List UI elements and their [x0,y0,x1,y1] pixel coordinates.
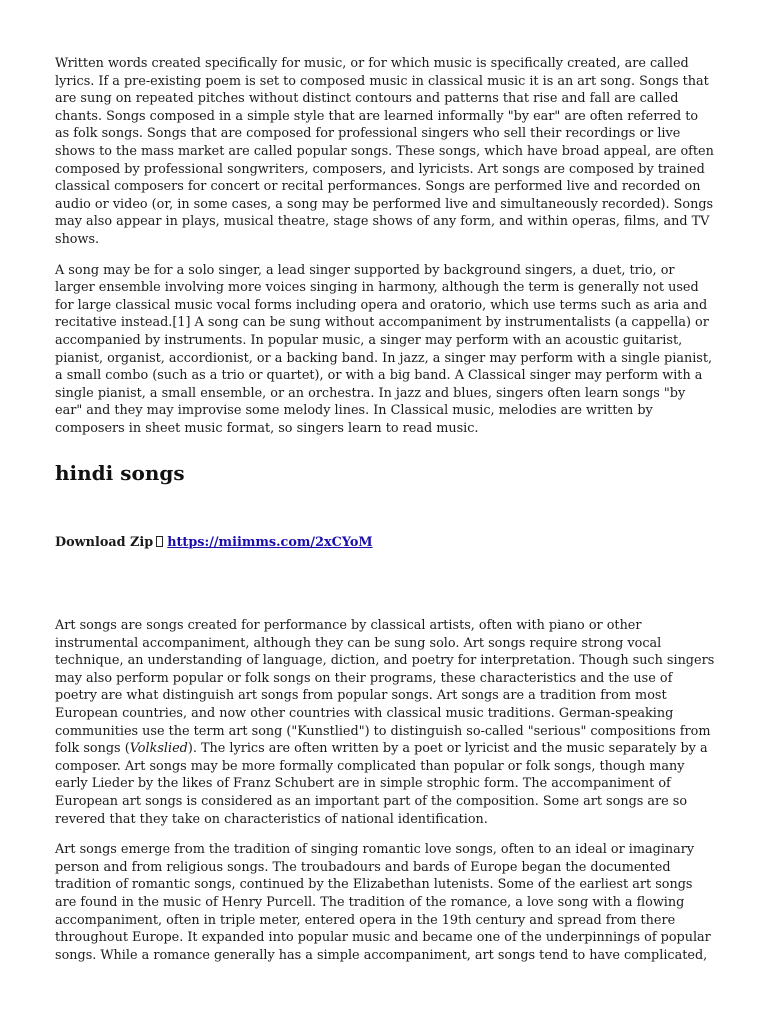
download-link[interactable]: https://miimms.com/2xCYoM [167,535,373,550]
paragraph-art-songs-italic: Volkslied [129,741,188,757]
paragraph-art-songs-text-2: ). The lyrics are often written by a poet or lyricist and the music separately by a composer. Art songs may be more formally complicated than popular or folk songs, though many early Lieder by the likes of Franz Schubert are in simple strophic form. The accompaniment of European art songs is considered as an important part of the composition. Some art songs are so revered that they take on characteristics of national identification. [55,741,708,827]
download-line [55,534,373,551]
paragraph-art-songs-history: Art songs emerge from the tradition of singing romantic love songs, often to an ideal or imaginary person and from religious songs. The troubadours and bards of Europe began the documented tradition of romantic songs, continued by the Elizabethan lutenists. Some of the earliest art songs are found in the music of Henry Purcell. The tradition of the romance, a love song with a flowing accompaniment, often in triple meter, entered opera in the 19th century and spread from there throughout Europe. It expanded into popular music and became one of the underpinnings of popular songs. While a romance generally has a simple accompaniment, art songs tend to have complicated, [55,842,711,963]
paragraph-art-songs [55,617,715,828]
lower-content [55,617,715,964]
paragraph-song-performers: A song may be for a solo singer, a lead singer supported by background singers, a duet, trio, or larger ensemble involving more voices singing in harmony, although the term is generally not used for large classical music vocal forms including opera and oratorio, which use terms such as aria and recitative instead.[1] A song can be sung without accompaniment by instrumentalists (a cappella) or accompanied by instruments. In popular music, a singer may perform with an acoustic guitarist, pianist, organist, accordionist, or a backing band. In jazz, a singer may perform with a single pianist, a small combo (such as a trio or quartet), or with a big band. A Classical singer may perform with a single pianist, a small ensemble, or an orchestra. In jazz and blues, singers often learn songs "by ear" and they may improvise some melody lines. In Classical music, melodies are written by composers in sheet music format, so singers learn to read music. [55,262,713,436]
download-label: Download Zip [55,535,154,550]
missing-glyph-icon [156,536,163,547]
paragraph-art-songs-text-1: Art songs are songs created for performance by classical artists, often with piano or other instrumental accompaniment, although they can be sung solo. Art songs require strong vocal technique, an understanding of language, diction, and poetry for interpretation. Though such singers may also perform popular or folk songs on their programs, these characteristics and the use of poetry are what distinguish art songs from popular songs. Art songs are a tradition from most European countries, and now other countries with classical music traditions. German-speaking communities use the term art song ("Kunstlied") to distinguish so-called "serious" compositions from folk songs ( [55,618,715,757]
document-page [55,55,715,963]
section-heading: hindi songs [55,461,185,485]
paragraph-lyrics: Written words created specifically for music, or for which music is specifically created, are called lyrics. If a pre-existing poem is set to composed music in classical music it is an art song. Songs that are sung on repeated pitches without distinct contours and patterns that rise and fall are called chants. Songs composed in a simple style that are learned informally "by ear" are often referred to as folk songs. Songs that are composed for professional singers who sell their recordings or live shows to the mass market are called popular songs. These songs, which have broad appeal, are often composed by professional songwriters, composers, and lyricists. Art songs are composed by trained classical composers for concert or recital performances. Songs are performed live and recorded on audio or video (or, in some cases, a song may be performed live and simultaneously recorded). Songs may also appear in plays, musical theatre, stage shows of any form, and within operas, films, and TV shows. [55,56,714,247]
